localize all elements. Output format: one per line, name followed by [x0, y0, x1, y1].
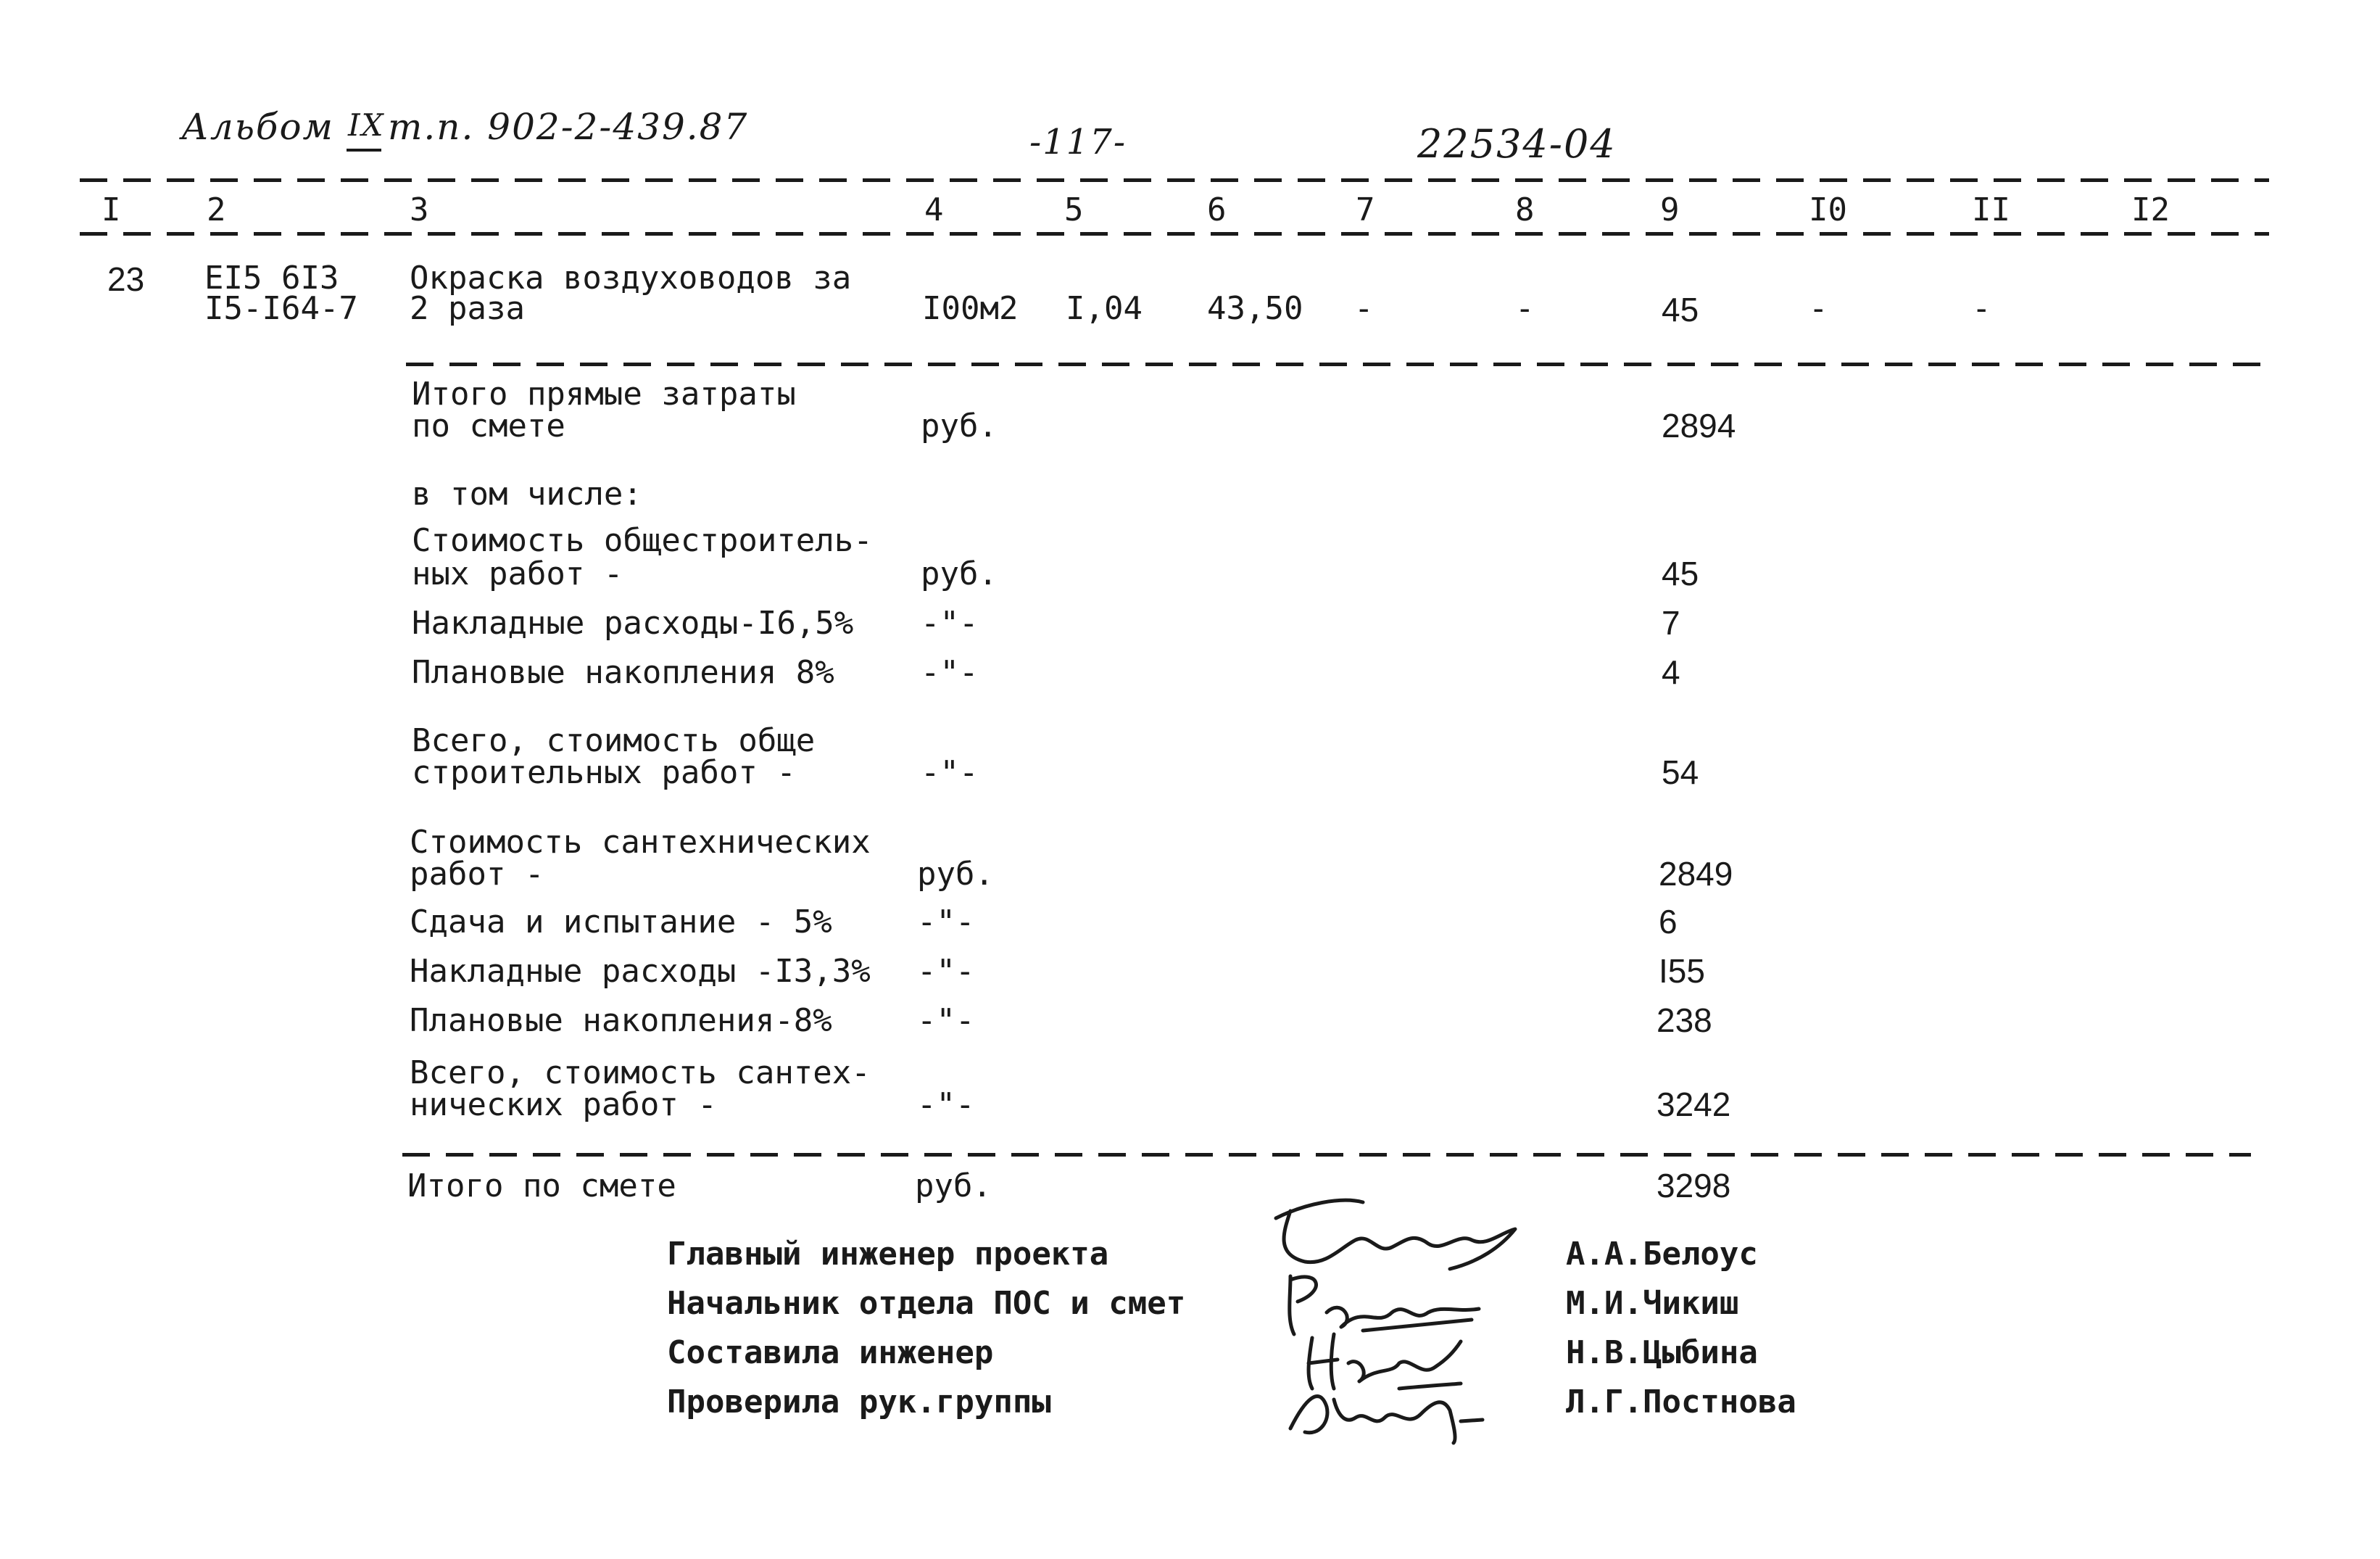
- summary-plumbing-cost-unit: руб.: [917, 856, 994, 893]
- summary-testing-label: Сдача и испытание - 5%: [410, 903, 832, 940]
- page-number: -117-: [1029, 122, 1127, 162]
- summary-construction-cost-value: 45: [1662, 555, 1699, 592]
- grand-total-value: 3298: [1657, 1167, 1731, 1204]
- signatory-name-tsybina: Н.В.Цыбина: [1566, 1334, 1758, 1371]
- summary-construction-total-line2: строительных работ -: [412, 754, 796, 791]
- col-header-7: 7: [1356, 191, 1375, 228]
- col-header-1: I: [101, 191, 121, 228]
- summary-plumbing-total-value: 3242: [1657, 1085, 1731, 1123]
- row-col8: -: [1515, 290, 1535, 327]
- col-header-6: 6: [1207, 191, 1227, 228]
- summary-plumbing-total-line1: Всего, стоимость сантех-: [410, 1054, 871, 1091]
- summary-plumbing-cost-value: 2849: [1659, 855, 1733, 893]
- summary-direct-costs-line1: Итого прямые затраты: [412, 376, 796, 413]
- summary-savings-8-label: Плановые накопления 8%: [412, 654, 834, 691]
- row-number: 23: [107, 260, 145, 298]
- volume-underline: [347, 149, 381, 152]
- row-unit-price: 43,50: [1207, 290, 1303, 327]
- col-header-10: I0: [1809, 191, 1847, 228]
- signatory-name-chikish: М.И.Чикиш: [1566, 1285, 1739, 1322]
- row-code-line1: EI5 6I3: [204, 260, 339, 297]
- grand-total-separator: [402, 1153, 2251, 1157]
- summary-plumbing-total-unit: -"-: [917, 1086, 975, 1123]
- summary-construction-cost-line1: Стоимость общестроитель-: [412, 522, 873, 559]
- summary-plumbing-total-line2: нических работ -: [410, 1086, 717, 1123]
- summary-savings-plumbing-unit: -"-: [917, 1002, 975, 1039]
- summary-overhead-16-unit: -"-: [921, 605, 979, 642]
- summary-testing-value: 6: [1659, 903, 1678, 940]
- row-col7: -: [1354, 290, 1374, 327]
- summary-plumbing-cost-line2: работ -: [410, 856, 544, 893]
- row-unit: I00м2: [922, 290, 1019, 327]
- summary-including-label: в том числе:: [412, 476, 642, 513]
- row-description-line1: Окраска воздуховодов за: [410, 260, 852, 297]
- summary-testing-unit: -"-: [917, 903, 975, 940]
- row-col10: -: [1809, 290, 1828, 327]
- summary-overhead-13-value: I55: [1659, 952, 1705, 990]
- document-number: 22534-04: [1417, 121, 1617, 167]
- album-label: Альбом: [181, 106, 334, 148]
- header-bottom-rule: [80, 232, 2269, 236]
- signatory-role-reviewer: Проверила рук.группы: [667, 1384, 1051, 1421]
- summary-overhead-13-unit: -"-: [917, 953, 975, 990]
- summary-construction-cost-line2: ных работ -: [412, 555, 623, 592]
- summary-overhead-16-value: 7: [1662, 604, 1680, 642]
- col-header-9: 9: [1660, 191, 1680, 228]
- signatory-name-postnova: Л.Г.Постнова: [1566, 1384, 1796, 1421]
- row-separator: [406, 363, 2262, 366]
- summary-direct-costs-line2: по смете: [412, 408, 565, 444]
- summary-construction-total-line1: Всего, стоимость обще: [412, 722, 816, 759]
- col-header-3: 3: [410, 191, 429, 228]
- row-total: 45: [1662, 291, 1699, 328]
- row-quantity: I,04: [1066, 290, 1143, 327]
- row-code-line2: I5-I64-7: [204, 290, 358, 327]
- row-col11: -: [1972, 290, 1991, 327]
- signatory-role-chief-engineer: Главный инженер проекта: [667, 1236, 1109, 1273]
- summary-overhead-13-label: Накладные расходы -I3,3%: [410, 953, 871, 990]
- col-header-8: 8: [1515, 191, 1535, 228]
- col-header-2: 2: [207, 191, 226, 228]
- col-header-4: 4: [924, 191, 944, 228]
- col-header-11: II: [1972, 191, 2010, 228]
- signatory-role-compiler: Составила инженер: [667, 1334, 994, 1371]
- album-volume: IX: [348, 107, 385, 143]
- summary-savings-8-value: 4: [1662, 653, 1680, 691]
- grand-total-label: Итого по смете: [407, 1167, 676, 1204]
- col-header-5: 5: [1064, 191, 1084, 228]
- summary-construction-total-unit: -"-: [921, 754, 979, 791]
- signatory-name-belous: А.А.Белоус: [1566, 1236, 1758, 1273]
- summary-savings-plumbing-value: 238: [1657, 1001, 1712, 1039]
- summary-construction-cost-unit: руб.: [921, 555, 998, 592]
- summary-savings-8-unit: -"-: [921, 654, 979, 691]
- grand-total-unit: руб.: [915, 1167, 992, 1204]
- summary-direct-costs-value: 2894: [1662, 407, 1736, 444]
- summary-overhead-16-label: Накладные расходы-I6,5%: [412, 605, 854, 642]
- row-description-line2: 2 раза: [410, 290, 525, 327]
- project-code: т.п. 902-2-439.87: [388, 106, 749, 148]
- signature-scribble-4: [1276, 1370, 1493, 1450]
- signatory-role-department-head: Начальник отдела ПОС и смет: [667, 1285, 1186, 1322]
- summary-direct-costs-unit: руб.: [921, 408, 998, 444]
- summary-plumbing-cost-line1: Стоимость сантехнических: [410, 824, 871, 861]
- col-header-12: I2: [2131, 191, 2170, 228]
- summary-construction-total-value: 54: [1662, 753, 1699, 791]
- header-top-rule: [80, 178, 2269, 182]
- summary-savings-plumbing-label: Плановые накопления-8%: [410, 1002, 832, 1039]
